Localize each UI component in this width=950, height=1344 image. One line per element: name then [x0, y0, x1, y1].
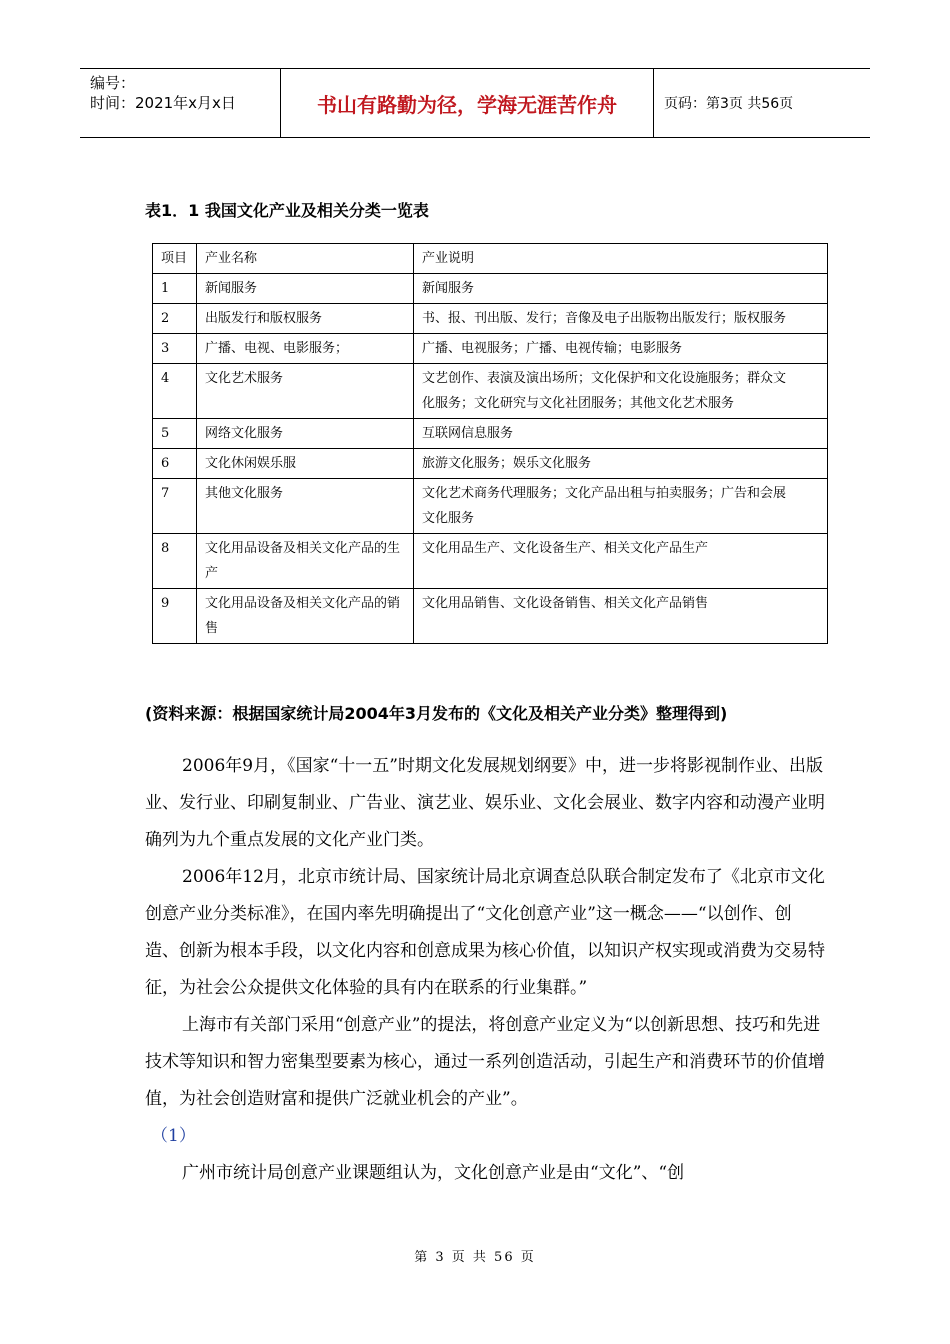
paragraph: 2006年12月，北京市统计局、国家统计局北京调查总队联合制定发布了《北京市文化创意产业分类标准》，在国内率先明确提出了“文化创意产业”这一概念——“以创作、创造、创新为根本手段，以文化内容和创意成果为核心价值，以知识产权实现或消费为交易特征，为社会公众提供文化体验的具有内在联系的行业集群。”: [145, 867, 825, 998]
paragraph: 上海市有关部门采用“创意产业”的提法，将创意产业定义为“以创新思想、技巧和先进技术等知识和智力密集型要素为核心，通过一系列创造活动，引起生产和消费环节的价值增值，为社会创造财富和提供广泛就业机会的产业”。: [145, 1015, 825, 1109]
table-cell: 6: [153, 449, 197, 479]
table-title: 表1．1 我国文化产业及相关分类一览表: [145, 201, 429, 220]
table-row: [153, 589, 828, 644]
table-cell: 广播、电视服务；广播、电视传输；电影服务: [414, 334, 828, 364]
table-row: [153, 419, 828, 449]
table-cell: 网络文化服务: [197, 419, 414, 449]
header-cell: 项目: [153, 244, 197, 274]
table-cell: 文化用品生产、文化设备生产、相关文化产品生产: [414, 534, 828, 589]
table-cell: 文化用品销售、文化设备销售、相关文化产品销售: [414, 589, 828, 644]
table-cell: 3: [153, 334, 197, 364]
page-header: [80, 68, 870, 138]
table-cell: 文艺创作、表演及演出场所；文化保护和文化设施服务；群众文 化服务；文化研究与文化社团服务；其他文化艺术服务: [414, 364, 828, 419]
table-cell: 新闻服务: [197, 274, 414, 304]
table-cell: 文化用品设备及相关文化产品的销售: [197, 589, 414, 644]
table-cell: 书、报、刊出版、发行；音像及电子出版物出版发行；版权服务: [414, 304, 828, 334]
note-reference: [145, 1118, 825, 1155]
table-cell: 1: [153, 274, 197, 304]
time-label: 时间：2021年x月x日: [90, 94, 236, 112]
table-cell: 其他文化服务: [197, 479, 414, 534]
table-cell: 文化艺术商务代理服务；文化产品出租与拍卖服务；广告和会展 文化服务: [414, 479, 828, 534]
header-cell: 产业名称: [197, 244, 414, 274]
table-cell: 新闻服务: [414, 274, 828, 304]
page-footer: 第 3 页 共 56 页: [414, 1250, 536, 1265]
header-cell: 产业说明: [414, 244, 828, 274]
header-page-info: 页码：第3页 共56页: [664, 96, 794, 112]
table-row: [153, 274, 828, 304]
table-cell: 2: [153, 304, 197, 334]
header-motto: 书山有路勤为径，学海无涯苦作舟: [281, 69, 654, 137]
table-row: [153, 449, 828, 479]
table-row: [153, 479, 828, 534]
header-meta: [80, 69, 281, 137]
table-cell: 7: [153, 479, 197, 534]
table-cell: 9: [153, 589, 197, 644]
table-row: [153, 304, 828, 334]
table-cell: 互联网信息服务: [414, 419, 828, 449]
table-cell: 旅游文化服务；娱乐文化服务: [414, 449, 828, 479]
industry-table: [152, 243, 828, 644]
paragraph: 2006年9月，《国家“十一五”时期文化发展规划纲要》中，进一步将影视制作业、出版业、发行业、印刷复制业、广告业、演艺业、娱乐业、文化会展业、数字内容和动漫产业明确列为九个重点发展的文化产业门类。: [145, 756, 825, 850]
table-cell: 广播、电视、电影服务；: [197, 334, 414, 364]
table-cell: 8: [153, 534, 197, 589]
paragraph: 广州市统计局创意产业课题组认为，文化创意产业是由“文化”、“创: [182, 1163, 685, 1183]
table-row: [153, 534, 828, 589]
table-header-row: [153, 244, 828, 274]
body-text: [145, 748, 825, 1192]
table-cell: 5: [153, 419, 197, 449]
source-note: (资料来源：根据国家统计局2004年3月发布的《文化及相关产业分类》整理得到): [145, 704, 728, 723]
table-row: [153, 364, 828, 419]
table-cell: 文化艺术服务: [197, 364, 414, 419]
table-cell: 文化用品设备及相关文化产品的生产: [197, 534, 414, 589]
number-label: 编号：: [90, 74, 136, 92]
table-cell: 4: [153, 364, 197, 419]
table-cell: 出版发行和版权服务: [197, 304, 414, 334]
table-cell: 文化休闲娱乐服: [197, 449, 414, 479]
table-row: [153, 334, 828, 364]
note-ref: （1）: [151, 1126, 196, 1146]
